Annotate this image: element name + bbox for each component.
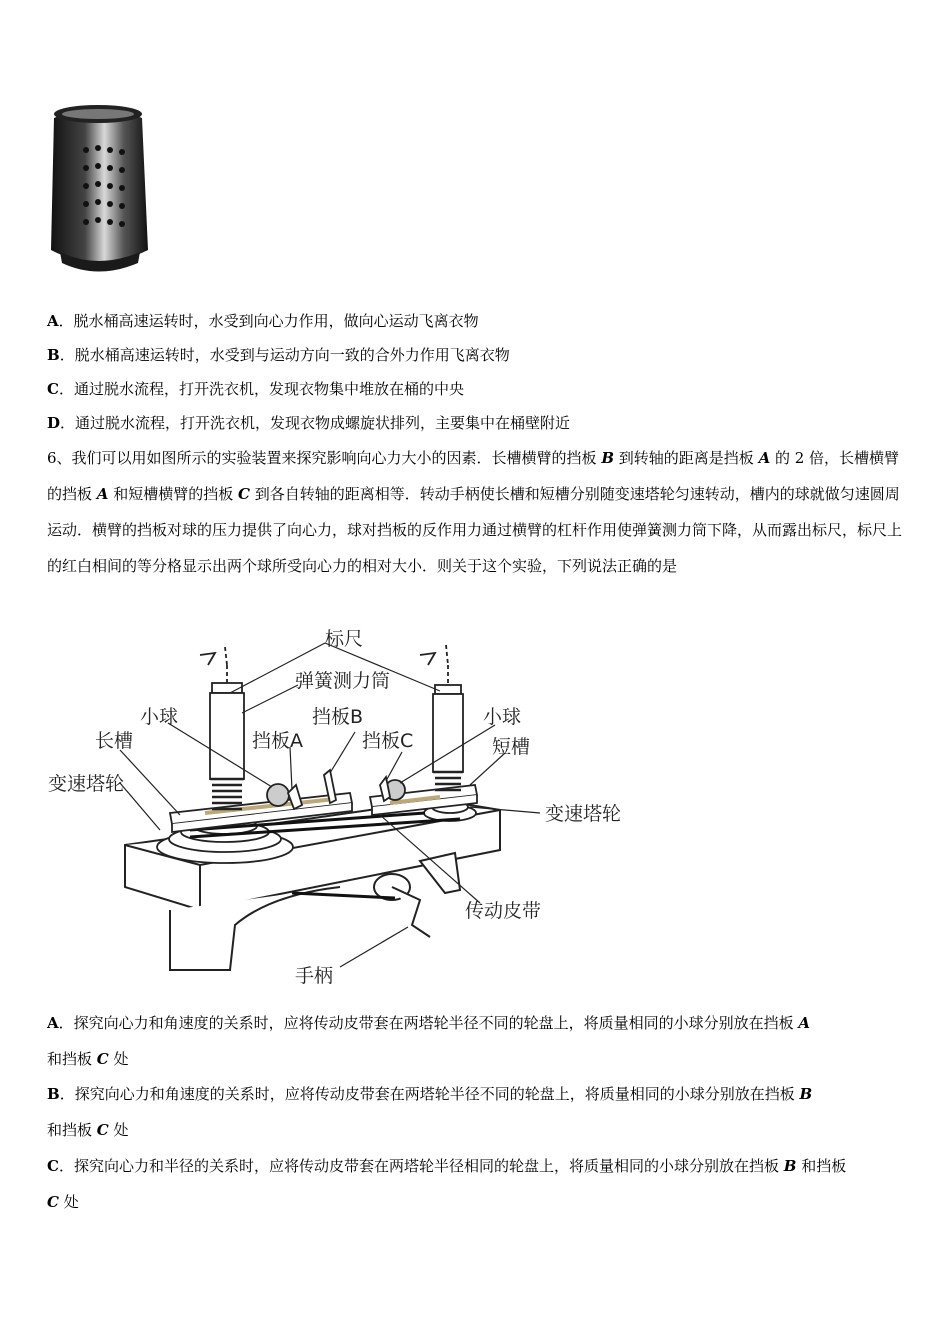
option-text: ．探究向心力和角速度的关系时，应将传动皮带套在两塔轮半径不同的轮盘上，将质量相同的小球分别放在挡板 bbox=[59, 1085, 800, 1103]
label-long-slot: 长槽 bbox=[95, 730, 134, 752]
label-ball-left: 小球 bbox=[140, 706, 179, 728]
option-letter: A bbox=[47, 312, 59, 330]
question-6-stem bbox=[47, 440, 907, 584]
spin-option-d bbox=[47, 413, 570, 433]
label-baffle-b: 挡板B bbox=[312, 706, 364, 728]
option-letter: B bbox=[47, 1085, 60, 1103]
stem-text: 到转轴的距离是挡板 bbox=[614, 449, 759, 467]
option-letter: D bbox=[47, 414, 61, 432]
spin-option-c bbox=[47, 379, 464, 399]
q6-option-b bbox=[47, 1076, 907, 1148]
option-letter: C bbox=[47, 1157, 59, 1175]
var: B bbox=[783, 1157, 797, 1175]
var: C bbox=[47, 1193, 59, 1211]
option-letter: B bbox=[47, 346, 60, 364]
spin-option-b bbox=[47, 345, 510, 365]
label-ruler: 标尺 bbox=[325, 628, 364, 650]
option-text: ．探究向心力和半径的关系时，应将传动皮带套在两塔轮半径相同的轮盘上，将质量相同的小球分别放在挡板 bbox=[58, 1157, 784, 1175]
label-short-slot: 短槽 bbox=[492, 736, 531, 758]
label-spring: 弹簧测力筒 bbox=[295, 670, 391, 692]
option-letter: A bbox=[47, 1014, 59, 1032]
label-pulley-left: 变速塔轮 bbox=[48, 773, 125, 795]
var-c: C bbox=[237, 485, 250, 503]
label-baffle-a: 挡板A bbox=[252, 730, 303, 752]
label-belt: 传动皮带 bbox=[465, 900, 542, 922]
option-text: ．通过脱水流程，打开洗衣机，发现衣物集中堆放在桶的中央 bbox=[58, 380, 464, 398]
option-text: ．脱水桶高速运转时，水受到向心力作用，做向心运动飞离衣物 bbox=[58, 312, 479, 330]
right-spring-cylinder bbox=[420, 645, 463, 790]
q6-option-a bbox=[47, 1005, 907, 1077]
stem-text: 的 2 倍，长槽横臂的挡板 bbox=[47, 449, 900, 503]
var-a: A bbox=[96, 485, 109, 503]
option-text: 处 bbox=[108, 1121, 129, 1139]
stem-text: 到各自转轴的距离相等．转动手柄使长槽和短槽分别随变速塔轮匀速转动，槽内的球就做匀速圆周运动．横臂的挡板对球的压力提供了向心力，球对挡板的反作用力通过横臂的杠杆作用使弹簧测力筒下降，从而露出标尺，标尺上的红白相间的等分格显示出两个球所受向心力的相对大小．则关于这个实验，下列说法正确的是 bbox=[47, 485, 903, 575]
label-baffle-c: 挡板C bbox=[362, 730, 414, 752]
dryer-drum-image bbox=[48, 100, 148, 275]
label-ball-right: 小球 bbox=[483, 706, 522, 728]
stem-text: 6、我们可以用如图所示的实验装置来探究影响向心力大小的因素．长槽横臂的挡板 bbox=[47, 449, 602, 467]
label-pulley-right: 变速塔轮 bbox=[545, 803, 622, 825]
var: B bbox=[799, 1085, 813, 1103]
spin-option-a bbox=[47, 311, 479, 331]
option-text: 和挡板 bbox=[796, 1157, 847, 1175]
var: C bbox=[96, 1121, 109, 1139]
option-text: 处 bbox=[108, 1050, 129, 1068]
apparatus-figure bbox=[40, 625, 660, 995]
var: A bbox=[798, 1014, 811, 1032]
left-spring-cylinder bbox=[200, 647, 244, 809]
q6-option-c bbox=[47, 1148, 907, 1220]
option-text: ．通过脱水流程，打开洗衣机，发现衣物成螺旋状排列，主要集中在桶壁附近 bbox=[60, 414, 571, 432]
stem-text: 和短槽横臂的挡板 bbox=[108, 485, 238, 503]
option-text: ．脱水桶高速运转时，水受到与运动方向一致的合外力作用飞离衣物 bbox=[59, 346, 510, 364]
option-text: 和挡板 bbox=[47, 1121, 97, 1139]
var-a: A bbox=[758, 449, 771, 467]
var-b: B bbox=[601, 449, 615, 467]
var: C bbox=[96, 1050, 109, 1068]
option-text: 和挡板 bbox=[47, 1050, 97, 1068]
label-handle: 手柄 bbox=[295, 965, 334, 987]
option-letter: C bbox=[47, 380, 59, 398]
option-text: ．探究向心力和角速度的关系时，应将传动皮带套在两塔轮半径不同的轮盘上，将质量相同的小球分别放在挡板 bbox=[58, 1014, 799, 1032]
option-text: 处 bbox=[58, 1193, 79, 1211]
